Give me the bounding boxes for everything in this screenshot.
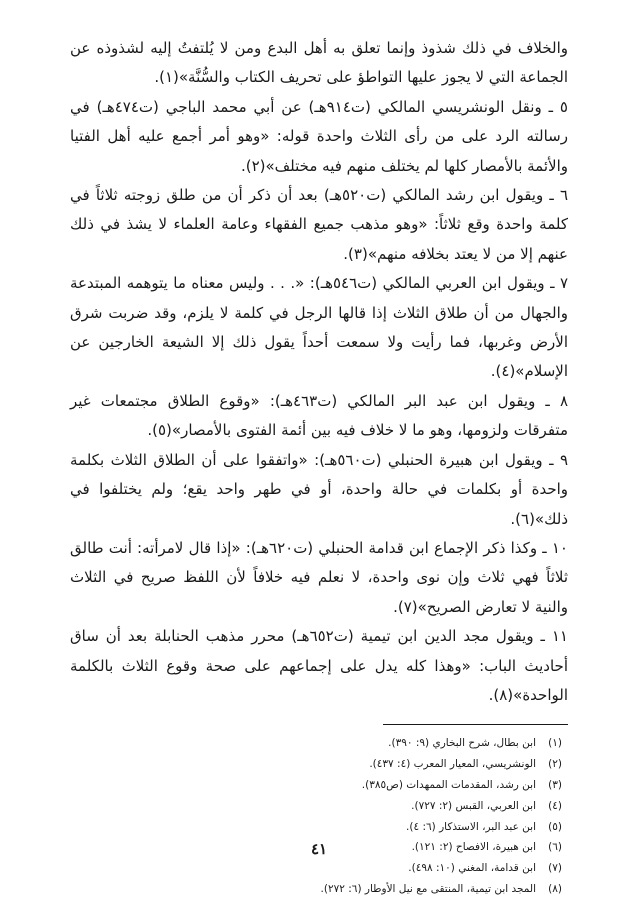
footnote-number: (٦) [548,841,562,854]
footnote [70,817,562,838]
footnote-number: (٣) [548,778,562,791]
footnote [70,796,562,817]
paragraph-6: ٩ ـ ويقول ابن هبيرة الحنبلي (ت٥٦٠هـ): «واتفقوا على أن الطلاق الثلاث بكلمة واحدة أو بكلمات في حالة واحدة، أو في طهر واحد يقع؛ ولم يختلفوا في ذلك»(٦). [70,450,568,528]
footnote-text: ابن هبيرة، الافصاح (٢: ١٢١). [411,841,536,854]
footnote-number: (٥) [548,820,562,833]
footnote-text: ابن العربي، القبس (٢: ٧٢٧). [411,799,536,812]
footnote-text: ابن بطال، شرح البخاري (٩: ٣٩٠). [388,737,536,750]
footnote-number: (٨) [548,882,562,895]
paragraph-1: والخلاف في ذلك شذوذ وإنما تعلق به أهل البدع ومن لا يُلتفتُ إليه لشذوذه عن الجماعة التي لا يجوز عليها التواطؤ على تحريف الكتاب والسُّنَّة»(١). [70,39,568,87]
footnotes [70,733,568,899]
footnote-text: الونشريسي، المعيار المعرب (٤: ٤٣٧). [369,758,536,771]
page-body [70,34,568,900]
paragraph-2: ٥ ـ ونقل الونشريسي المالكي (ت٩١٤هـ) عن أبي محمد الباجي (ت٤٧٤هـ) في رسالته الرد على من رأى الثلاث واحدة قوله: «وهو أمر أجمع عليه أهل الفتيا والأئمة بالأمصار كلها لم يختلف منهم فيه مختلف»(٢). [70,97,568,175]
footnote-text: ابن رشد، المقدمات الممهدات (ص٣٨٥). [361,778,536,791]
footnote-text: المجد ابن تيمية، المنتقى مع نيل الأوطار (٦: ٢٧٢). [320,882,536,895]
footnote [70,754,562,775]
footnote [70,775,562,796]
footnote [70,879,562,900]
page-number: ٤١ [310,840,328,858]
footnote-number: (١) [548,737,562,750]
footnote-separator [383,724,568,725]
footnote-text: ابن عبد البر، الاستذكار (٦: ٤). [406,820,536,833]
paragraph-3: ٦ ـ ويقول ابن رشد المالكي (ت٥٢٠هـ) بعد أن ذكر أن من طلق زوجته ثلاثاً في كلمة واحدة وقع ثلاثاً: «وهو مذهب جميع الفقهاء وعامة العلماء لا يشذ في ذلك عنهم إلا من لا يعتد بخلافه منهم»(٣). [70,186,568,263]
footnote-number: (٧) [548,862,562,875]
paragraph-4: ٧ ـ ويقول ابن العربي المالكي (ت٥٤٦هـ): «. . . وليس معناه ما يتوهمه المبتدعة والجهال من أن طلاق الثلاث إذا قالها الرجل في كلمة لا يلزم، وقد ضربت شرق الأرض وغربها، فما رأيت ولا سمعت أحداً يقول ذلك إلا الشيعة الخارجين عن الإسلام»(٤). [70,274,568,381]
paragraph-7: ١٠ ـ وكذا ذكر الإجماع ابن قدامة الحنبلي (ت٦٢٠هـ): «إذا قال لامرأته: أنت طالق ثلاثاً فهي ثلاث وإن نوى واحدة، لا نعلم فيه خلافاً لأن اللفظ صريح في الثلاث والنية لا تعارض الصريح»(٧). [70,538,568,616]
footnote [70,858,562,879]
paragraph-8: ١١ ـ ويقول مجد الدين ابن تيمية (ت٦٥٢هـ) محرر مذهب الحنابلة بعد أن ساق أحاديث الباب: «وهذا كله يدل على إجماعهم على صحة وقوع الثلاث بالكلمة الواحدة»(٨). [70,627,568,704]
footnote-text: ابن قدامة، المغني (١٠: ٤٩٨). [408,862,536,875]
footnote-number: (٤) [548,799,562,812]
paragraph-5: ٨ ـ ويقول ابن عبد البر المالكي (ت٤٦٣هـ): «وقوع الطلاق مجتمعات غير متفرقات ولزومها، وهو ما لا خلاف فيه بين أئمة الفتوى بالأمصار»(٥). [70,391,568,440]
footnote-number: (٢) [548,758,562,771]
footnote [70,733,562,754]
